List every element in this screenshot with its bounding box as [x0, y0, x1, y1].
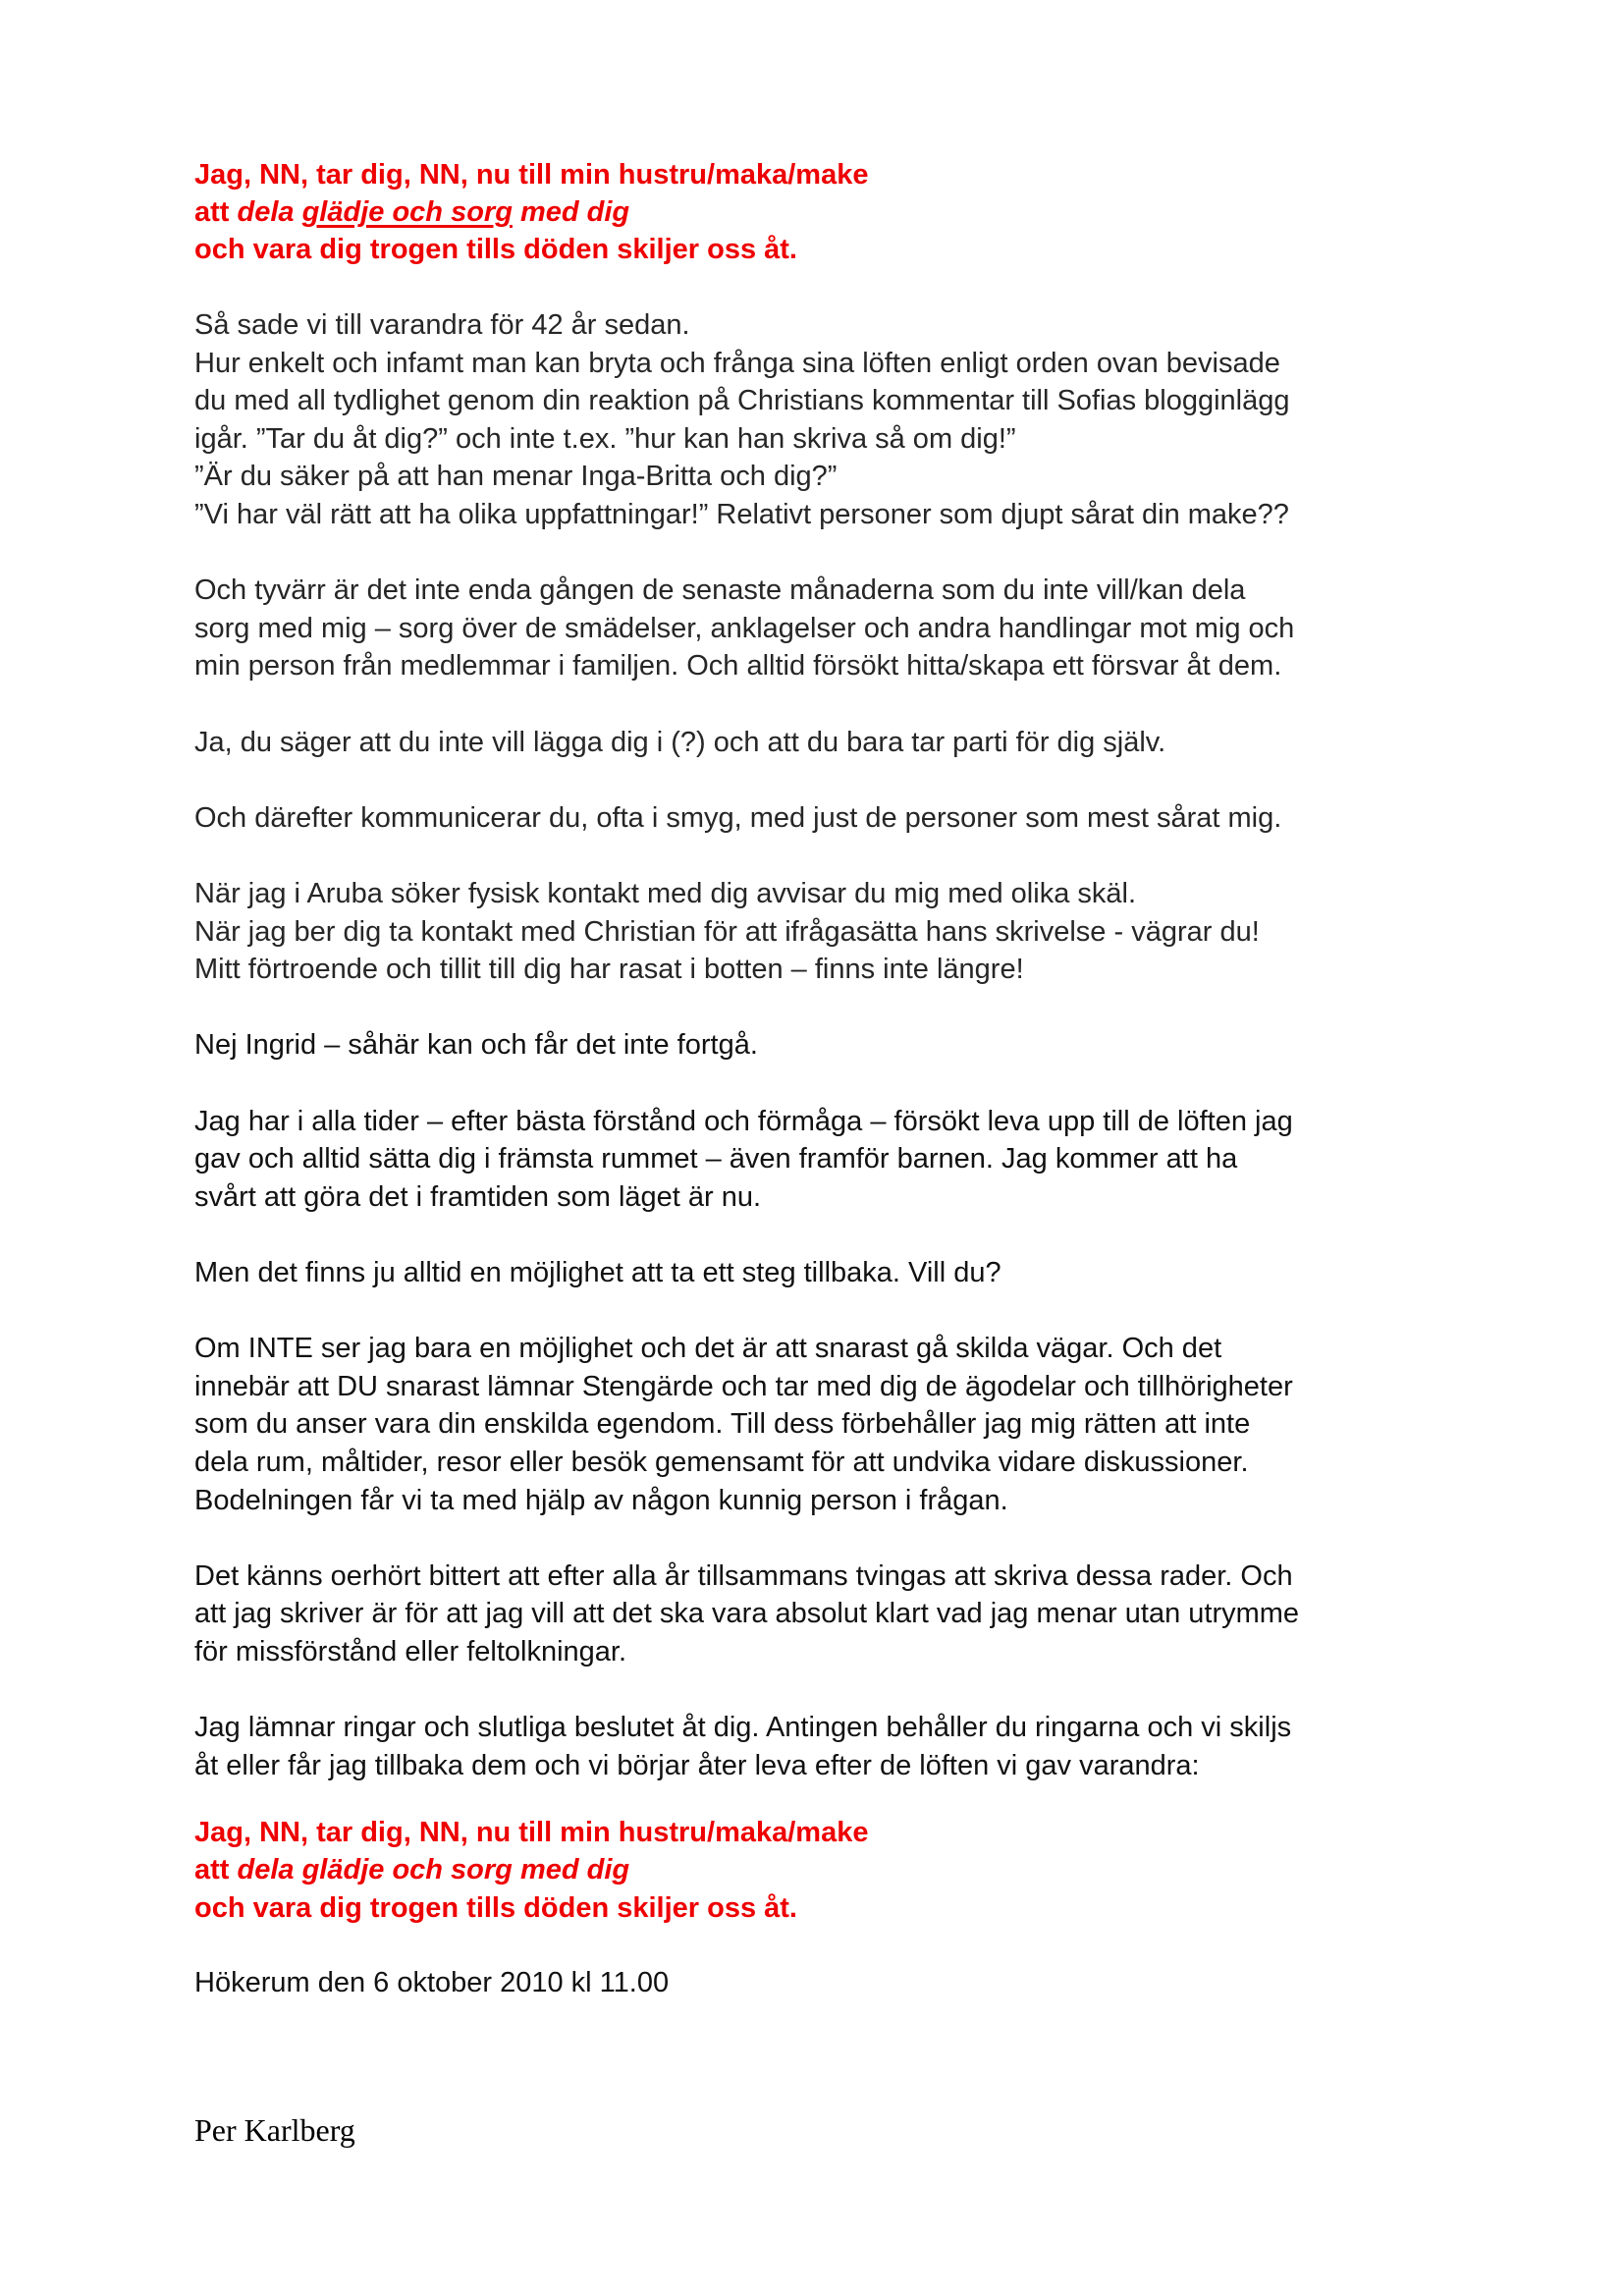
paragraph-line: sorg med mig – sorg över de smädelser, anklagelser och andra handlingar mot mig och — [194, 613, 1295, 644]
paragraph-line: Det känns oerhört bittert att efter alla år tillsammans tvingas att skriva dessa rader. Och — [194, 1560, 1293, 1592]
paragraph-line: Bodelningen får vi ta med hjälp av någon kunnig person i frågan. — [194, 1485, 1008, 1516]
vow-text: Jag, NN, tar dig, NN, nu till min hustru/maka/make — [194, 1817, 869, 1848]
vow-text: att — [194, 196, 238, 228]
vow-bottom-line-3 — [194, 1889, 797, 1927]
paragraph-line: ”Är du säker på att han menar Inga-Britta och dig?” — [194, 461, 838, 492]
paragraph-line: för missförstånd eller feltolkningar. — [194, 1636, 627, 1667]
paragraph-line: ”Vi har väl rätt att ha olika uppfattningar!” Relativt personer som djupt sårat din make?? — [194, 499, 1289, 530]
paragraph-line: innebär att DU snarast lämnar Stengärde och tar med dig de ägodelar och tillhörigheter — [194, 1371, 1293, 1402]
paragraph-line: Jag lämnar ringar och slutliga beslutet åt dig. Antingen behåller du ringarna och vi skiljs — [194, 1712, 1292, 1743]
paragraph-line: När jag ber dig ta kontakt med Christian för att ifrågasätta hans skrivelse - vägrar du! — [194, 916, 1260, 948]
vow-top-line-3 — [194, 231, 797, 268]
paragraph-line: Och tyvärr är det inte enda gången de senaste månaderna som du inte vill/kan dela — [194, 574, 1246, 606]
paragraph-line: du med all tydlighet genom din reaktion på Christians kommentar till Sofias blogginlägg — [194, 385, 1290, 416]
vow-italic-text: med dig — [512, 196, 630, 228]
vow-bottom-line-2 — [194, 1851, 629, 1888]
paragraph-line: Ja, du säger att du inte vill lägga dig i (?) och att du bara tar parti för dig själv. — [194, 727, 1166, 758]
dateline: Hökerum den 6 oktober 2010 kl 11.00 — [194, 1967, 670, 1998]
paragraph-line: Och därefter kommunicerar du, ofta i smyg, med just de personer som mest sårat mig. — [194, 802, 1282, 834]
paragraph-line: dela rum, måltider, resor eller besök gemensamt för att undvika vidare diskussioner. — [194, 1447, 1249, 1478]
paragraph-line: svårt att göra det i framtiden som läget är nu. — [194, 1181, 762, 1213]
vow-top-line-1 — [194, 156, 868, 193]
vow-italic-text: dela glädje och sorg med dig — [237, 1854, 630, 1886]
vow-underlined-text: glädje och sorg — [301, 196, 513, 228]
paragraph-line: Men det finns ju alltid en möjlighet att ta ett steg tillbaka. Vill du? — [194, 1257, 1001, 1288]
signature: Per Karlberg — [194, 2112, 355, 2148]
paragraph-line: min person från medlemmar i familjen. Och alltid försökt hitta/skapa ett försvar åt dem. — [194, 650, 1282, 682]
paragraph-line: Hur enkelt och infamt man kan bryta och frånga sina löften enligt orden ovan bevisade — [194, 348, 1280, 379]
vow-italic-text: dela — [237, 196, 302, 228]
vow-text: att — [194, 1854, 238, 1886]
paragraph-line: som du anser vara din enskilda egendom. Till dess förbehåller jag mig rätten att inte — [194, 1408, 1251, 1440]
paragraph-line: När jag i Aruba söker fysisk kontakt med dig avvisar du mig med olika skäl. — [194, 878, 1137, 909]
paragraph-line: gav och alltid sätta dig i främsta rummet – även framför barnen. Jag kommer att ha — [194, 1143, 1238, 1175]
paragraph-line: igår. ”Tar du åt dig?” och inte t.ex. ”hur kan han skriva så om dig!” — [194, 423, 1016, 455]
vow-bottom-line-1 — [194, 1814, 868, 1851]
paragraph-line: Nej Ingrid – såhär kan och får det inte fortgå. — [194, 1029, 758, 1061]
vow-top-line-2 — [194, 193, 629, 231]
paragraph-line: Mitt förtroende och tillit till dig har rasat i botten – finns inte längre! — [194, 954, 1024, 985]
paragraph-line: åt eller får jag tillbaka dem och vi börjar åter leva efter de löften vi gav varandra: — [194, 1750, 1200, 1781]
vow-text: och vara dig trogen tills döden skiljer oss åt. — [194, 1892, 797, 1924]
vow-text: Jag, NN, tar dig, NN, nu till min hustru/maka/make — [194, 159, 869, 191]
paragraph-line: Så sade vi till varandra för 42 år sedan. — [194, 309, 690, 341]
paragraph-line: Jag har i alla tider – efter bästa förstånd och förmåga – försökt leva upp till de löften jag — [194, 1106, 1293, 1137]
paragraph-line: att jag skriver är för att jag vill att det ska vara absolut klart vad jag menar utan utrymme — [194, 1598, 1300, 1629]
paragraph-line: Om INTE ser jag bara en möjlighet och det är att snarast gå skilda vägar. Och det — [194, 1333, 1222, 1364]
vow-text: och vara dig trogen tills döden skiljer oss åt. — [194, 234, 797, 265]
